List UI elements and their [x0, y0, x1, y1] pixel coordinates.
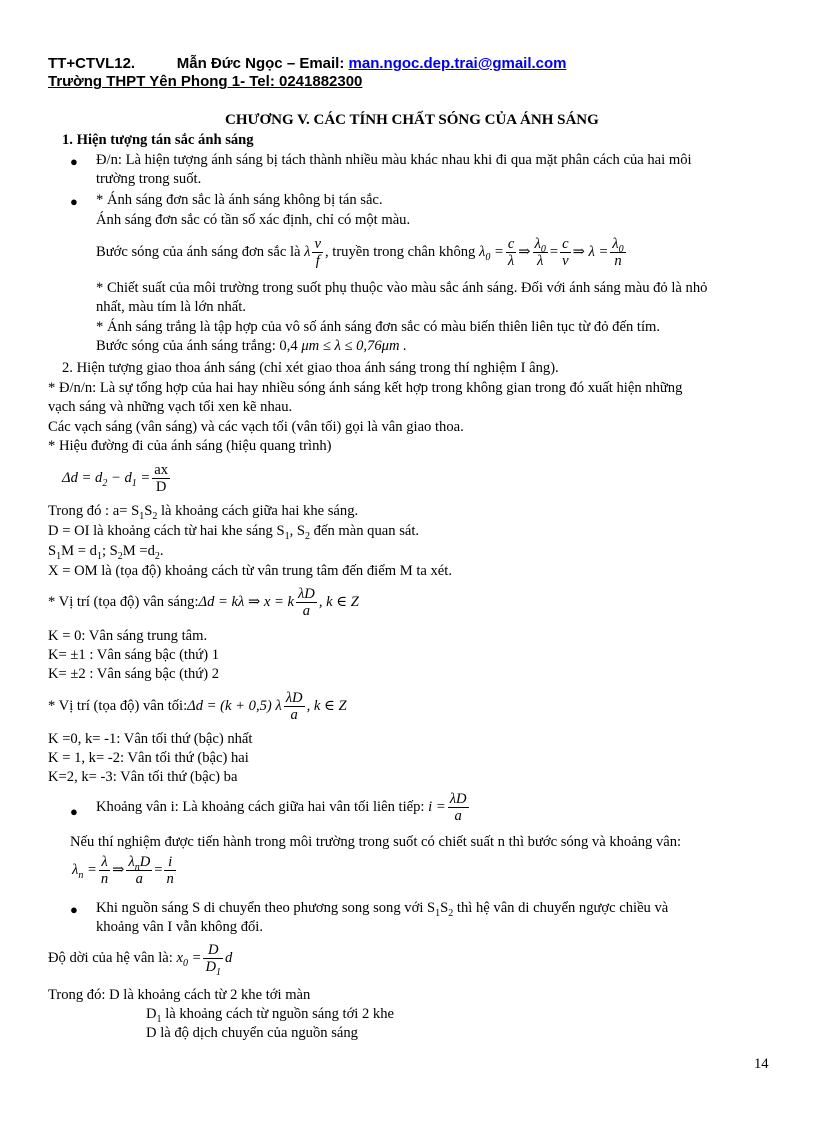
s2-where-x: X = OM là (tọa độ) khoảng cách từ vân trung tâm đến điểm M ta xét. — [48, 563, 452, 579]
where-d-shift: D là độ dịch chuyển của nguồn sáng — [146, 1025, 358, 1041]
s2-where-a: Trong đó : $a= S_1S_2$ là khoảng cách giữa hai khe sáng. — [48, 503, 359, 522]
source-move-1: Khi nguồn sáng S di chuyển theo phương song song với $S_1S_2$ thì hệ vân di chuyển ngược chiều và — [96, 900, 669, 919]
dark-fringe-label: * Vị trí (tọa độ) vân tối: — [48, 698, 188, 714]
bullet-icon: ● — [70, 194, 78, 209]
where-d1: $D_1$ là khoảng cách từ nguồn sáng tới 2 khe — [146, 1006, 394, 1025]
s1-white-light: * Ánh sáng trắng là tập hợp của vô số ánh sáng đơn sắc có màu biến thiên liên tục từ đỏ đến tím. — [96, 319, 660, 335]
s1-definition-1: Đ/n: Là hiện tượng ánh sáng bị tách thành nhiều màu khác nhau khi đi qua mặt phân cách của hai môi — [96, 152, 692, 168]
s1-monochrome: * Ánh sáng đơn sắc là ánh sáng không bị tán sắc. — [96, 192, 383, 208]
bright-k0: K = 0: Vân sáng trung tâm. — [48, 628, 208, 644]
header-author: TT+CTVL12. Mẫn Đức Ngọc – Email: — [48, 55, 349, 72]
s2-def-2: vạch sáng và những vạch tối xen kẽ nhau. — [48, 399, 293, 415]
s1-white-range: Bước sóng của ánh sáng trắng: 0,4 μm ≤ λ ≤ 0,76μm . — [96, 338, 407, 354]
s2-def-3: Các vạch sáng (vân sáng) và các vạch tối (vân tối) gọi là vân giao thoa. — [48, 419, 464, 435]
dark-k3: K=2, k= -3: Vân tối thứ (bậc) ba — [48, 769, 238, 785]
s1-definition-2: trường trong suốt. — [96, 171, 202, 187]
s1-refraction-1: * Chiết suất của môi trường trong suốt phụ thuộc vào màu sắc ánh sáng. Đối với ánh sáng màu đỏ là nhỏ — [96, 280, 708, 296]
s2-def-1: * Đ/n/n: Là sự tổng hợp của hai hay nhiều sóng ánh sáng kết hợp trong không gian trong đó xuất hiện những — [48, 380, 683, 396]
dark-k1: K =0, k= -1: Vân tối thứ (bậc) nhất — [48, 731, 253, 747]
bright-fringe-line: * Vị trí (tọa độ) vân sáng:Δd = kλ ⇒ x = k $\frac{\lambda D}{a}$ , k ∈ Z — [48, 586, 359, 620]
header-school: Trường THPT Yên Phong 1- Tel: 0241882300 — [48, 73, 363, 90]
formula-medium: $\lambda_n$ = $\frac{\lambda}{n}$ ⇒ $\frac{\lambda_nD}{a}$ = $\frac{i}{n}$ — [72, 854, 174, 888]
fringe-spacing-line: Khoảng vân i: Là khoảng cách giữa hai vân tối liên tiếp: i = $\frac{\lambda D}{a}$ — [96, 791, 467, 825]
source-move-2: khoảng vân I vẫn không đổi. — [96, 919, 263, 935]
where-d-screen: Trong đó: D là khoảng cách từ 2 khe tới màn — [48, 987, 311, 1003]
email-link[interactable]: man.ngoc.dep.trai@gmail.com — [348, 55, 567, 72]
s1-vacuum-text: , truyền trong chân không — [324, 244, 479, 260]
s1-wavelength-line: Bước sóng của ánh sáng đơn sắc là λ $\frac{v}{f}$ , truyền trong chân không $\lambda_0$ = $\frac{c}{\lambda}$ ⇒ $\frac{\lambda_0}{\lambda}$ = $\frac{c}{v}$ ⇒ λ = $\frac{\lambda_0}{n}$ — [96, 236, 624, 270]
s2-where-distances: $S_1M = d_1$; $S_2M =d_2$. — [48, 543, 164, 562]
bullet-icon: ● — [70, 902, 78, 917]
medium-text: Nếu thí nghiệm được tiến hành trong môi trường trong suốt có chiết suất n thì bước sóng và khoảng vân: — [70, 834, 682, 850]
displacement-line: Độ dời của hệ vân là: $x_0$ = $\frac{D}{D_1}$ d — [48, 942, 233, 979]
header-line-1 — [48, 54, 567, 73]
dark-k2: K = 1, k= -2: Vân tối thứ (bậc) hai — [48, 750, 249, 766]
bullet-icon: ● — [70, 804, 78, 819]
chapter-title: CHƯƠNG V. CÁC TÍNH CHẤT SÓNG CỦA ÁNH SÁNG — [225, 112, 599, 128]
page-number: 14 — [754, 1056, 769, 1072]
formula-path-difference: $\Delta d = d_2 - d_1$ = $\frac{ax}{D}$ — [62, 462, 169, 496]
dark-fringe-line: * Vị trí (tọa độ) vân tối:Δd = (k + 0,5) λ $\frac{\lambda D}{a}$ , k ∈ Z — [48, 690, 347, 724]
section-2-title: 2. Hiện tượng giao thoa ánh sáng (chỉ xét giao thoa ánh sáng trong thí nghiệm I âng). — [62, 360, 559, 376]
s1-frequency: Ánh sáng đơn sắc có tần số xác định, chỉ có một màu. — [96, 212, 411, 228]
section-1-title: 1. Hiện tượng tán sắc ánh sáng — [62, 132, 254, 148]
fringe-spacing-text: Khoảng vân i: Là khoảng cách giữa hai vân tối liên tiếp: — [96, 799, 429, 815]
displacement-text: Độ dời của hệ vân là: — [48, 950, 177, 966]
bright-fringe-label: * Vị trí (tọa độ) vân sáng: — [48, 594, 199, 610]
s2-path-diff-label: * Hiệu đường đi của ánh sáng (hiệu quang trình) — [48, 438, 332, 454]
s2-where-d: D = OI là khoảng cách từ hai khe sáng $S_1$, $S_2$ đến màn quan sát. — [48, 523, 420, 542]
bullet-icon: ● — [70, 154, 78, 169]
s1-refraction-2: nhất, màu tím là lớn nhất. — [96, 299, 246, 315]
bright-k1: K= ±1 : Vân sáng bậc (thứ) 1 — [48, 647, 219, 663]
s1-wavelength-text: Bước sóng của ánh sáng đơn sắc là — [96, 244, 305, 260]
bright-k2: K= ±2 : Vân sáng bậc (thứ) 2 — [48, 666, 219, 682]
